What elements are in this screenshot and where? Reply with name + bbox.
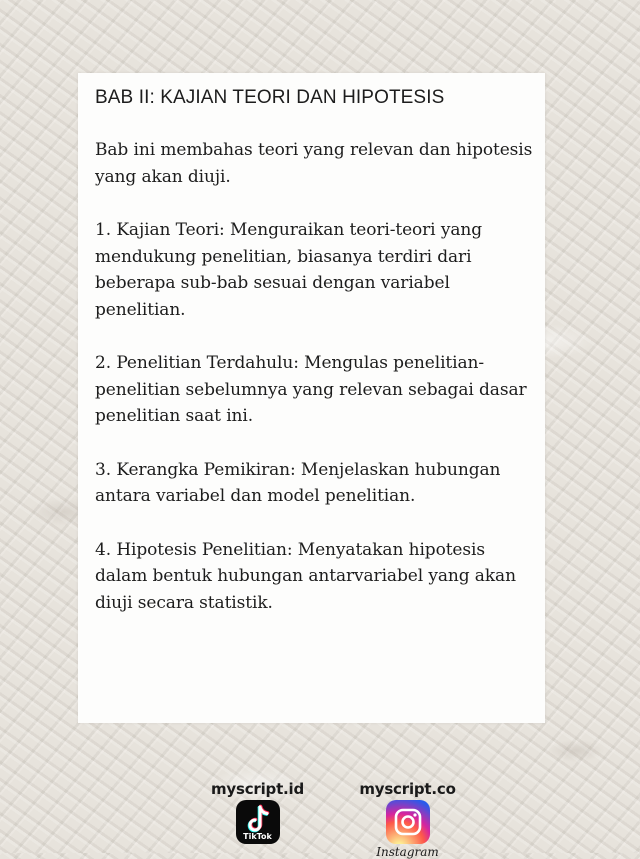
tiktok-badge[interactable]	[205, 780, 310, 844]
intro-paragraph: Bab ini membahas teori yang relevan dan hipotesis yang akan diuji.	[95, 140, 533, 187]
instagram-icon[interactable]	[386, 800, 430, 844]
tiktok-handle: myscript.id	[210, 780, 305, 798]
instagram-badge[interactable]	[355, 780, 460, 859]
document-card	[78, 73, 545, 723]
tiktok-label: TikTok	[243, 832, 272, 841]
section-hipotesis-penelitian: 4. Hipotesis Penelitian: Menyatakan hipotesis dalam bentuk hubungan antarvariabel yang akan diuji secara statistik.	[95, 539, 516, 613]
tiktok-icon[interactable]	[236, 800, 280, 844]
instagram-label: Instagram	[376, 845, 439, 859]
instagram-handle: myscript.co	[359, 780, 456, 798]
instagram-glyph	[386, 800, 430, 844]
section-penelitian-terdahulu: 2. Penelitian Terdahulu: Mengulas penelitian-penelitian sebelumnya yang relevan sebagai dasar penelitian saat ini.	[95, 353, 527, 426]
section-kerangka-pemikiran: 3. Kerangka Pemikiran: Menjelaskan hubungan antara variabel dan model penelitian.	[95, 459, 501, 506]
section-kajian-teori: 1. Kajian Teori: Menguraikan teori-teori yang mendukung penelitian, biasanya terdiri dari beberapa sub-bab sesuai dengan variabel penelitian.	[95, 220, 482, 320]
document-content	[95, 85, 535, 643]
page-title: BAB II: KAJIAN TEORI DAN HIPOTESIS	[95, 87, 445, 108]
